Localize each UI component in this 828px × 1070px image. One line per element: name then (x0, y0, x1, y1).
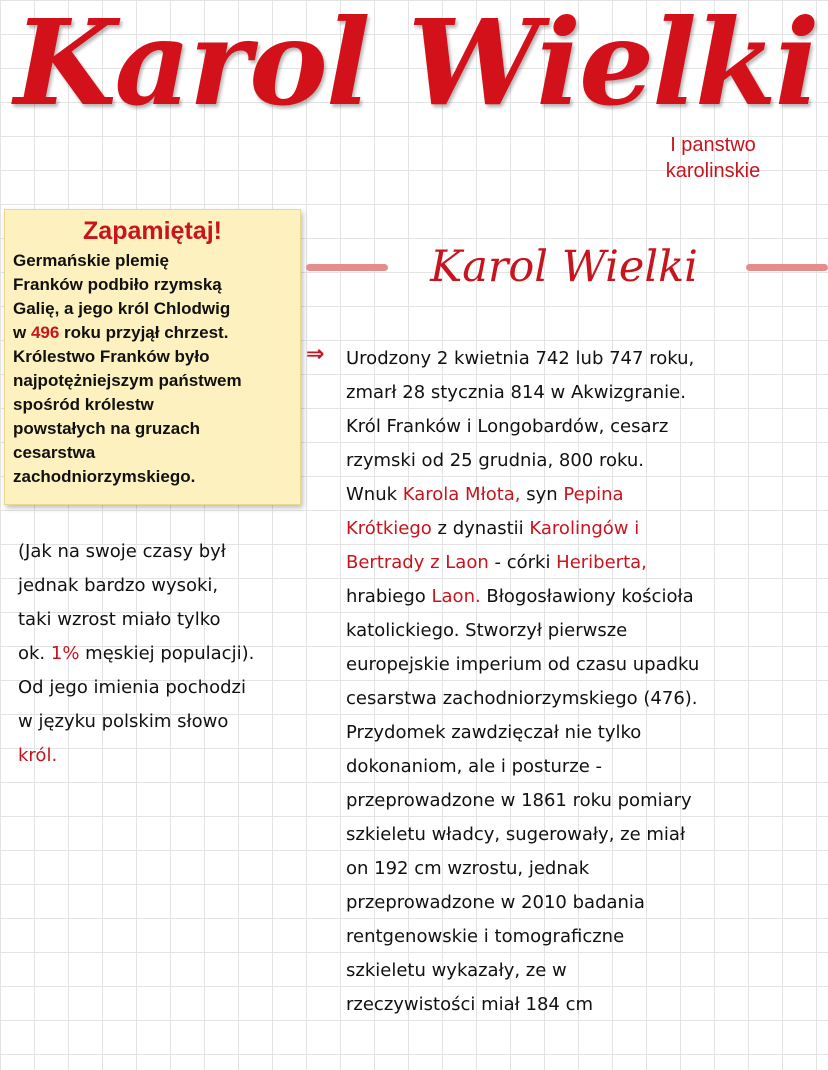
text-line (346, 342, 824, 376)
text-segment: Urodzony 2 kwietnia 742 lub 747 roku, (346, 348, 695, 369)
text-segment: - córki (488, 552, 557, 573)
remember-note (4, 209, 301, 505)
main-title: Karol Wielki (14, 0, 818, 132)
text-line (346, 376, 824, 410)
text-segment: przeprowadzone w 2010 badania (346, 892, 645, 913)
text-segment: on 192 cm wzrostu, jednak (346, 858, 590, 879)
text-segment: katolickiego. Stworzył pierwsze (346, 620, 628, 641)
double-right-arrow-icon: ⇒ (306, 342, 325, 367)
text-line (18, 603, 308, 637)
text-segment: Królestwo Franków było (13, 347, 210, 366)
highlighted-text: Heriberta, (556, 552, 647, 573)
text-line (346, 580, 824, 614)
highlighted-text: Karolingów i (529, 518, 640, 539)
text-segment: syn (520, 484, 564, 505)
text-line (13, 345, 292, 369)
text-segment: w (13, 323, 31, 342)
text-line (18, 671, 308, 705)
text-segment: zachodniorzymskiego. (13, 467, 196, 486)
text-line (346, 512, 824, 546)
text-line (346, 988, 824, 1022)
text-segment: rentgenowskie i tomograficzne (346, 926, 625, 947)
text-segment: cesarstwa zachodniorzymskiego (476). (346, 688, 698, 709)
text-line (346, 546, 824, 580)
text-line (13, 465, 292, 489)
text-line (18, 705, 308, 739)
text-segment: przeprowadzone w 1861 roku pomiary (346, 790, 692, 811)
text-line (13, 297, 292, 321)
text-segment: spośród królestw (13, 395, 154, 414)
highlighted-text: Pepina (563, 484, 624, 505)
text-line (346, 444, 824, 478)
text-segment: hrabiego (346, 586, 432, 607)
text-line (18, 739, 308, 773)
text-line (13, 249, 292, 273)
subtitle: I panstwo karolinskie (665, 134, 761, 182)
text-line (18, 637, 308, 671)
text-line (346, 716, 824, 750)
text-line (346, 648, 824, 682)
text-line (13, 441, 292, 465)
highlighted-text: Bertrady z Laon (346, 552, 489, 573)
text-segment: Od jego imienia pochodzi (18, 677, 246, 698)
highlighted-text: 496 (30, 323, 60, 342)
text-line (18, 535, 308, 569)
text-line (346, 784, 824, 818)
text-segment: Galię, a jego król Chlodwig (13, 299, 231, 318)
text-segment: szkieletu wykazały, ze w (346, 960, 567, 981)
text-segment: taki wzrost miało tylko (18, 609, 221, 630)
text-line (346, 750, 824, 784)
text-line (13, 417, 292, 441)
text-segment: Przydomek zawdzięczał nie tylko (346, 722, 642, 743)
text-line (346, 954, 824, 988)
text-segment: ok. (18, 643, 51, 664)
text-line (346, 682, 824, 716)
text-line (346, 886, 824, 920)
text-line (346, 852, 824, 886)
highlighted-text: król. (18, 745, 58, 766)
text-line (346, 478, 824, 512)
remember-title: Zapamiętaj! (83, 217, 222, 245)
text-segment: Błogosławiony kościoła (480, 586, 694, 607)
text-segment: rzeczywistości miał 184 cm (346, 994, 593, 1015)
text-segment: w języku polskim słowo (18, 711, 229, 732)
highlighted-text: Karola Młota, (402, 484, 521, 505)
side-note (18, 535, 308, 773)
text-segment: cesarstwa (13, 443, 96, 462)
section-header (300, 236, 828, 300)
text-segment: zmarł 28 stycznia 814 w Akwizgranie. (346, 382, 686, 403)
text-segment: szkieletu władcy, sugerowały, ze miał (346, 824, 686, 845)
text-segment: dokonaniom, ale i posturze - (346, 756, 603, 777)
text-segment: roku przyjął chrzest. (59, 323, 229, 342)
text-segment: Franków podbiło rzymską (13, 275, 222, 294)
header-bar-right (746, 264, 828, 271)
text-line (13, 273, 292, 297)
highlighted-text: 1% (50, 643, 80, 664)
text-segment: najpotężniejszym państwem (13, 371, 242, 390)
text-line (13, 393, 292, 417)
text-segment: rzymski od 25 grudnia, 800 roku. (346, 450, 644, 471)
text-segment: z dynastii (431, 518, 530, 539)
text-line (13, 321, 292, 345)
text-segment: Król Franków i Longobardów, cesarz (346, 416, 669, 437)
text-segment: europejskie imperium od czasu upadku (346, 654, 700, 675)
remember-text (13, 249, 292, 489)
text-segment: powstałych na gruzach (13, 419, 201, 438)
text-line (18, 569, 308, 603)
highlighted-text: Laon. (431, 586, 481, 607)
text-segment: jednak bardzo wysoki, (18, 575, 219, 596)
text-segment: męskiej populacji). (79, 643, 255, 664)
text-line (346, 818, 824, 852)
text-line (346, 614, 824, 648)
text-segment: Wnuk (346, 484, 403, 505)
section-title: Karol Wielki (430, 242, 698, 292)
highlighted-text: Krótkiego (346, 518, 432, 539)
text-segment: (Jak na swoje czasy był (18, 541, 226, 562)
text-line (346, 410, 824, 444)
text-line (346, 920, 824, 954)
biography-text (346, 342, 824, 1022)
text-segment: Germańskie plemię (13, 251, 169, 270)
text-line (13, 369, 292, 393)
